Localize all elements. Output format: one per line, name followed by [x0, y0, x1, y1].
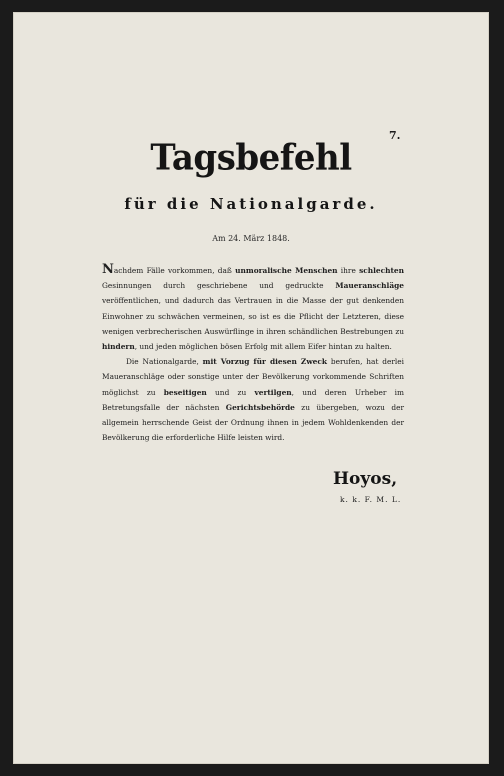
emphasized-phrase: hindern — [102, 342, 135, 352]
document-page — [13, 12, 489, 764]
document-number: 7. — [389, 129, 401, 142]
text-run: veröffentlichen, und dadurch das Vertrauen in die Masse der gut denkenden Einwohner zu schwächen vermeinen, so ist es die Pflicht der Letzteren, diese wenigen verbrecherischen Auswürflinge in ihren schändlichen Bestrebungen zu — [102, 296, 404, 336]
text-run: , und jeden möglichen bösen Erfolg mit allem Eifer hintan zu halten. — [134, 342, 392, 352]
signature-name: Hoyos, — [333, 469, 398, 489]
drop-initial: N — [102, 262, 114, 277]
signature-rank: k. k. F. M. L. — [340, 495, 402, 504]
emphasized-phrase: vertilgen — [254, 387, 292, 397]
paragraph-2 — [102, 354, 404, 445]
text-run: , und deren Urheber im Betretungsfalle der nächsten — [102, 387, 404, 412]
text-run: und zu — [206, 387, 255, 397]
text-run: achdem Fälle vorkommen, daß — [113, 266, 236, 275]
paragraph-1-text — [102, 266, 404, 351]
emphasized-phrase: schlechten — [359, 266, 404, 275]
emphasized-phrase: mit Vorzug für diesen Zweck — [202, 357, 327, 367]
text-run: Gesinnungen durch geschriebene und gedruckte — [102, 281, 336, 291]
text-run: berufen, hat derlei Maueranschläge oder sonstige unter der Bevölkerung vorkommende Schriften möglichst zu — [102, 357, 405, 397]
document-date: Am 24. März 1848. — [212, 234, 290, 243]
paragraph-2-text — [102, 357, 404, 442]
text-run: zu übergeben, wozu der allgemein herrschende Geist der Ordnung ihnen in jedem Wohldenkenden der Bevölkerung die erforderliche Hilfe leisten wird. — [102, 402, 404, 443]
emphasized-phrase: unmoralische Menschen — [235, 266, 338, 275]
emphasized-phrase: Gerichtsbehörde — [225, 402, 295, 412]
text-run: ihre — [337, 266, 360, 275]
emphasized-phrase: beseitigen — [163, 387, 207, 397]
document-title: Tagsbefehl — [150, 137, 352, 179]
emphasized-phrase: Maueranschläge — [335, 281, 404, 291]
text-run: Die Nationalgarde, — [126, 357, 203, 367]
paragraph-1 — [102, 263, 404, 354]
document-subtitle: für die Nationalgarde. — [124, 195, 378, 213]
document-body — [102, 263, 404, 445]
